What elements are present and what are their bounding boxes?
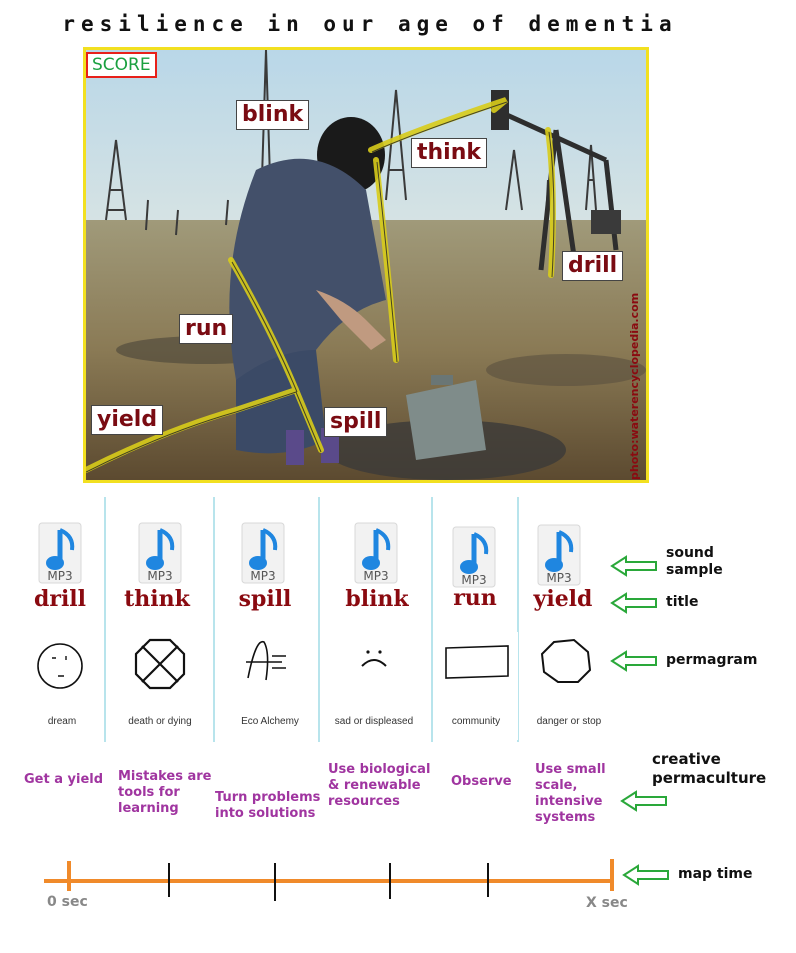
label-run[interactable]: run (179, 314, 233, 344)
label-blink[interactable]: blink (236, 100, 309, 130)
mp3-icon[interactable] (537, 524, 581, 586)
mp3-icon[interactable] (138, 522, 182, 584)
photo-credit: photo:waterencyclopedia.com (628, 292, 641, 480)
principle-text: Mistakes are tools for learning (118, 769, 212, 816)
column-title[interactable]: think (124, 586, 190, 612)
arrow-left-icon (610, 555, 660, 577)
community-rectangle-icon (438, 632, 518, 712)
mp3-text: MP3 (363, 569, 389, 583)
column-separator (213, 497, 215, 742)
principle-text: Get a yield (24, 772, 104, 787)
principle-text: Observe (451, 774, 512, 789)
column-separator (318, 497, 320, 742)
mp3-text: MP3 (546, 571, 572, 585)
permagram-caption: Eco Alchemy (241, 716, 299, 727)
legend-map-time: map time (678, 866, 753, 882)
legend-creative-permaculture: creative permaculture (652, 750, 767, 787)
column-title[interactable]: drill (33, 586, 87, 612)
permagram-caption: community (451, 716, 501, 727)
column-separator (431, 497, 433, 742)
arrow-left-icon (622, 864, 672, 886)
arrow-left-icon (610, 592, 660, 614)
column-title[interactable]: blink (345, 586, 409, 612)
mp3-icon[interactable] (354, 522, 398, 584)
label-yield[interactable]: yield (91, 405, 163, 435)
label-spill[interactable]: spill (324, 407, 387, 437)
permagram-caption: danger or stop (536, 716, 602, 727)
score-label[interactable]: SCORE (86, 52, 157, 78)
principle-text: Use small scale, intensive systems (535, 762, 606, 825)
legend-permagram: permagram (666, 652, 758, 668)
mp3-icon[interactable] (38, 522, 82, 584)
legend-title: title (666, 594, 699, 610)
eco-alchemy-glyph-icon (230, 632, 310, 712)
timeline[interactable] (40, 855, 620, 905)
mp3-icon[interactable] (452, 526, 496, 588)
permagram-caption: sad or displeased (334, 716, 414, 727)
mp3-text: MP3 (250, 569, 276, 583)
mp3-text: MP3 (47, 569, 73, 583)
page-title: resilience in our age of dementia (62, 12, 678, 36)
sad-face-icon (334, 632, 414, 712)
mp3-text: MP3 (461, 573, 487, 587)
mp3-text: MP3 (147, 569, 173, 583)
dream-glyph-icon (22, 632, 102, 712)
principle-text: Turn problems into solutions (215, 790, 321, 821)
column-title[interactable]: yield (533, 586, 593, 612)
timeline-end-label: X sec (586, 895, 628, 911)
permagram-caption: death or dying (128, 716, 192, 727)
permagram-caption: dream (47, 716, 77, 727)
legend-sound-sample: sound sample (666, 545, 723, 578)
column-title[interactable]: spill (238, 586, 292, 612)
arrow-left-icon (610, 650, 660, 672)
label-drill[interactable]: drill (562, 251, 623, 281)
stop-octagon-icon (530, 632, 610, 712)
timeline-start-label: 0 sec (47, 894, 88, 910)
arrow-left-icon (620, 790, 670, 812)
mp3-icon[interactable] (241, 522, 285, 584)
column-title[interactable]: run (453, 585, 497, 611)
death-glyph-icon (120, 632, 200, 712)
principle-text: Use biological & renewable resources (328, 762, 431, 809)
column-separator (104, 497, 106, 742)
label-think[interactable]: think (411, 138, 487, 168)
